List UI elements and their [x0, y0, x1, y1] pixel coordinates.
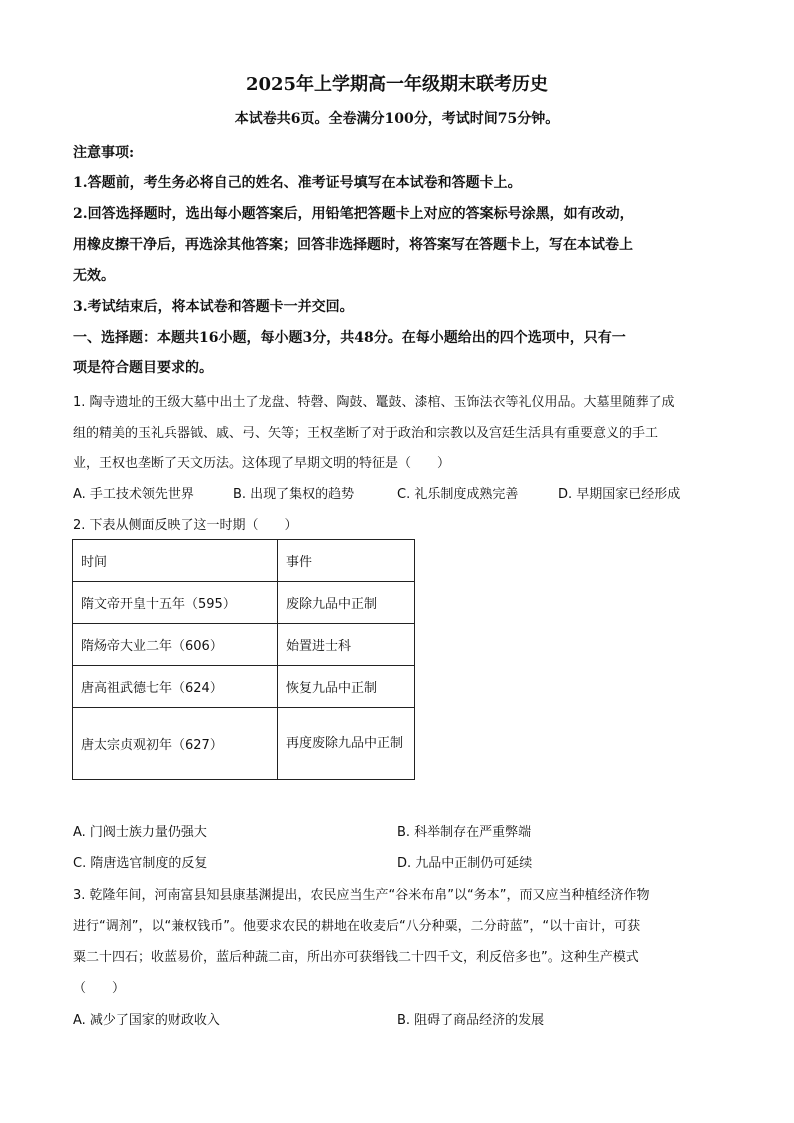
section-heading-line-1: 一、选择题：本题共16小题，每小题3分，共48分。在每小题给出的四个选项中，只有一	[73, 330, 626, 346]
q1-option-a[interactable]: A. 手工技术领先世界	[73, 487, 194, 502]
q2-option-c[interactable]: C. 隋唐选官制度的反复	[73, 856, 208, 871]
table-row	[73, 624, 415, 666]
notice-heading: 注意事项:	[73, 145, 135, 161]
q3-stem-line-4: （ ）	[73, 981, 126, 996]
table-header-time: 时间	[73, 540, 278, 582]
table-cell-event: 恢复九品中正制	[278, 666, 415, 708]
q1-option-d[interactable]: D. 早期国家已经形成	[558, 487, 681, 502]
q2-option-d[interactable]: D. 九品中正制仍可延续	[397, 856, 533, 871]
q1-stem-line-2: 组的精美的玉礼兵器钺、戚、弓、矢等；王权垄断了对于政治和宗教以及宫廷生活具有重要意义的手工	[73, 426, 659, 441]
table-cell-event: 始置进士科	[278, 624, 415, 666]
notice-item-1: 1.答题前，考生务必将自己的姓名、准考证号填写在本试卷和答题卡上。	[73, 175, 522, 191]
q1-option-c[interactable]: C. 礼乐制度成熟完善	[397, 487, 519, 502]
table-cell-time: 唐太宗贞观初年（627）	[73, 708, 278, 780]
q2-stem: 2. 下表从侧面反映了这一时期（ ）	[73, 518, 298, 533]
table-cell-event: 废除九品中正制	[278, 582, 415, 624]
q2-events-table	[72, 539, 415, 780]
notice-item-2-line-3: 无效。	[73, 268, 115, 284]
table-header-row	[73, 540, 415, 582]
notice-item-2-line-1: 2.回答选择题时，选出每小题答案后，用铅笔把答题卡上对应的答案标号涂黑，如有改动，	[73, 206, 634, 222]
table-cell-event: 再度废除九品中正制	[278, 708, 415, 780]
exam-title: 2025年上学期高一年级期末联考历史	[245, 74, 549, 95]
q1-stem-line-3: 业，王权也垄断了天文历法。这体现了早期文明的特征是（ ）	[73, 456, 451, 471]
q2-option-b[interactable]: B. 科举制存在严重弊端	[397, 825, 532, 840]
table-header-event: 事件	[278, 540, 415, 582]
q1-stem-line-1: 1. 陶寺遗址的王级大墓中出土了龙盘、特磬、陶鼓、鼍鼓、漆棺、玉饰法衣等礼仪用品。大墓里随葬了成	[73, 395, 675, 410]
q3-stem-line-1: 3. 乾隆年间，河南富县知县康基渊提出，农民应当生产“谷米布帛”以“务本”，而又应当种植经济作物	[73, 888, 650, 903]
table-row	[73, 582, 415, 624]
q3-stem-line-2: 进行“调剂”，以“兼权钱币”。他要求农民的耕地在收麦后“八分种粟，二分莳蓝”，“以十亩计，可获	[73, 919, 641, 934]
notice-item-2-line-2: 用橡皮擦干净后，再选涂其他答案；回答非选择题时，将答案写在答题卡上，写在本试卷上	[73, 237, 633, 253]
table-row	[73, 666, 415, 708]
q3-stem-line-3: 粟二十四石；收蓝易价，蓝后种蔬二亩，所出亦可获缗钱二十四千文，利反倍多也”。这种生产模式	[73, 950, 639, 965]
q3-option-b[interactable]: B. 阻碍了商品经济的发展	[397, 1013, 545, 1028]
table-cell-time: 隋炀帝大业二年（606）	[73, 624, 278, 666]
table-cell-time: 唐高祖武德七年（624）	[73, 666, 278, 708]
exam-subtitle: 本试卷共6页。全卷满分100分，考试时间75分钟。	[234, 111, 560, 127]
q1-option-b[interactable]: B. 出现了集权的趋势	[233, 487, 355, 502]
table-row	[73, 708, 415, 780]
q2-option-a[interactable]: A. 门阀士族力量仍强大	[73, 825, 207, 840]
section-heading-line-2: 项是符合题目要求的。	[73, 360, 213, 376]
notice-item-3: 3.考试结束后，将本试卷和答题卡一并交回。	[73, 299, 354, 315]
table-cell-time: 隋文帝开皇十五年（595）	[73, 582, 278, 624]
q3-option-a[interactable]: A. 减少了国家的财政收入	[73, 1013, 220, 1028]
